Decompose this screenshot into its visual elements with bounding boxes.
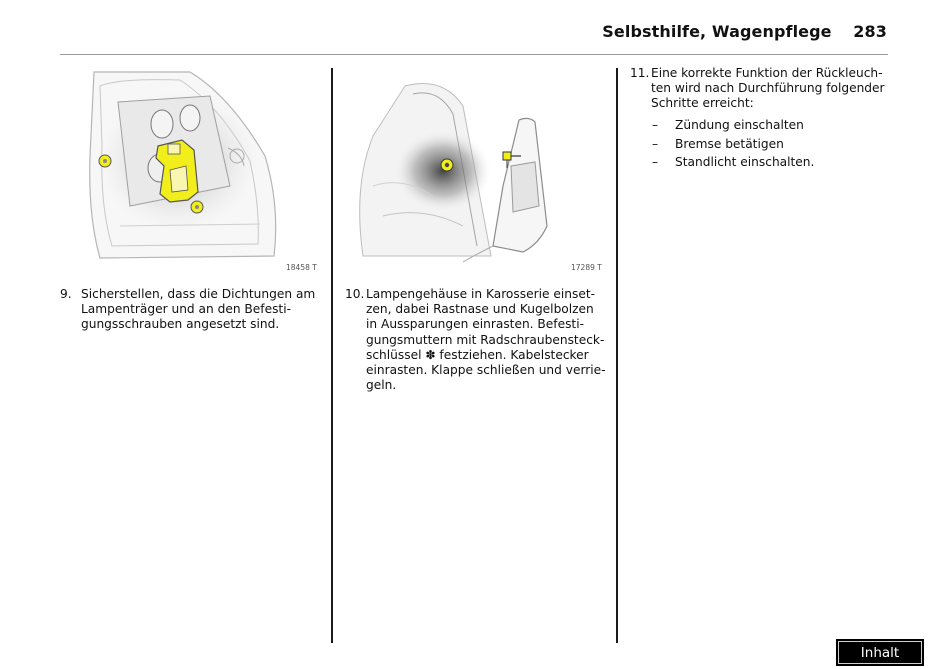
step-line: zen, dabei Rastnase und Kugelbolzen — [366, 302, 594, 317]
column-divider-left — [331, 68, 333, 643]
header-rule — [60, 54, 888, 55]
step-line: Lampengehäuse in Karosserie einset- — [366, 287, 595, 301]
checklist — [652, 116, 814, 172]
section-title: Selbsthilfe, Wagenpflege — [602, 22, 832, 41]
dash-marker: – — [652, 136, 659, 151]
column-divider-right — [616, 68, 618, 643]
list-item-text: Standlicht einschalten. — [675, 155, 815, 169]
step-line: Eine korrekte Funktion der Rückleuch- — [651, 66, 883, 80]
page-header — [602, 22, 887, 41]
step-line: schlüssel ✽ festziehen. Kabelstecker — [366, 347, 589, 362]
dash-marker: – — [652, 118, 659, 132]
step-9 — [60, 287, 325, 333]
list-item — [652, 135, 814, 154]
step-number: 9. — [60, 287, 72, 301]
step-11 — [630, 66, 890, 112]
list-item — [652, 116, 814, 135]
lamp-carrier-illustration — [60, 66, 324, 276]
step-line: einrasten. Klappe schließen und verrie- — [366, 363, 606, 378]
step-line: gungsschrauben angesetzt sind. — [81, 317, 280, 332]
figure-id-label: 17289 T — [571, 263, 602, 272]
page-number: 283 — [853, 22, 887, 41]
step-line: Schritte erreicht: — [651, 96, 754, 111]
figure-id-label: 18458 T — [286, 263, 317, 272]
dash-marker: – — [652, 155, 659, 169]
step-number: 10. — [345, 287, 365, 301]
step-line: gungsmuttern mit Radschraubensteck- — [366, 332, 605, 347]
list-item-text: Bremse betätigen — [675, 136, 784, 151]
step-line: Lampenträger und an den Befesti- — [81, 302, 291, 317]
housing-install-illustration — [343, 66, 607, 276]
list-item-text: Zündung einschalten — [675, 118, 804, 132]
step-10 — [345, 287, 613, 393]
inhalt-button[interactable]: Inhalt — [836, 639, 924, 666]
step-number: 11. — [630, 66, 650, 80]
step-line: geln. — [366, 378, 397, 393]
step-line: ten wird nach Durchführung folgender — [651, 81, 885, 96]
list-item — [652, 153, 814, 172]
step-line: Sicherstellen, dass die Dichtungen am — [81, 287, 316, 301]
step-line: in Aussparungen einrasten. Befesti- — [366, 317, 584, 332]
